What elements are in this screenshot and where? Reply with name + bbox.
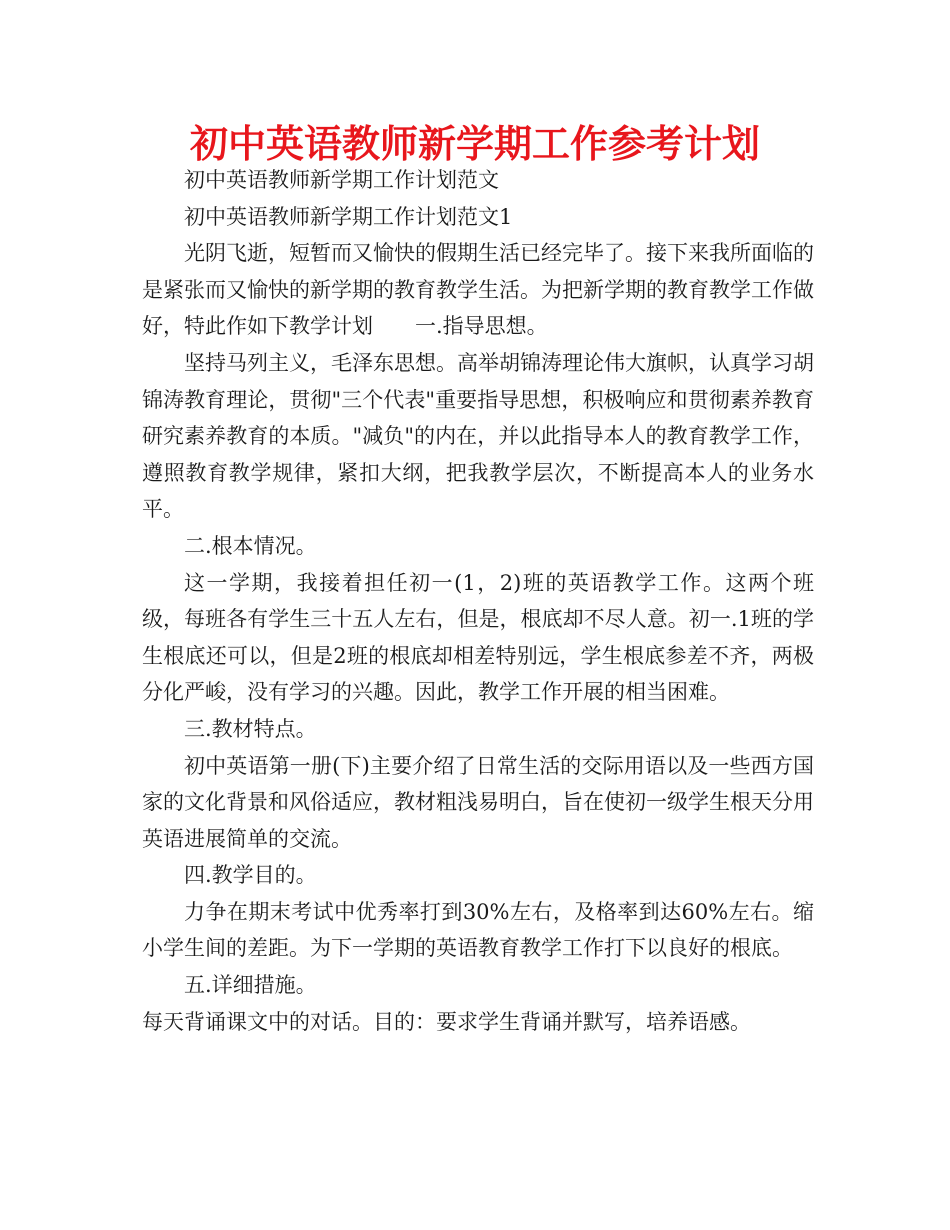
paragraph-goals: 力争在期末考试中优秀率打到30%左右，及格率到达60%左右。缩小学生间的差距。为下一学期的英语教育教学工作打下以良好的根底。 — [142, 899, 814, 961]
section-heading-goals: 四.教学目的。 — [184, 863, 317, 888]
document-body — [142, 162, 814, 1040]
paragraph-intro: 光阴飞逝，短暂而又愉快的假期生活已经完毕了。接下来我所面临的是紧张而又愉快的新学期的教育教学生活。为把新学期的教育教学工作做好，特此作如下教学计划 一.指导思想。 — [142, 241, 814, 339]
paragraph-basic-situation: 这一学期，我接着担任初一(1，2)班的英语教学工作。这两个班级，每班各有学生三十五人左右，但是，根底却不尽人意。初一.1班的学生根底还可以，但是2班的根底却相差特别远，学生根底参差不齐，两极分化严峻，没有学习的兴趣。因此，教学工作开展的相当困难。 — [142, 570, 814, 705]
paragraph-subtitle-1: 初中英语教师新学期工作计划范文1 — [184, 204, 513, 229]
section-heading-textbook: 三.教材特点。 — [184, 716, 317, 741]
section-heading-basic-situation: 二.根本情况。 — [184, 533, 317, 558]
paragraph-measures: 每天背诵课文中的对话。目的：要求学生背诵并默写，培养语感。 — [142, 1009, 751, 1034]
section-heading-measures: 五.详细措施。 — [184, 973, 317, 998]
document-title: 初中英语教师新学期工作参考计划 — [189, 122, 760, 166]
paragraph-subtitle: 初中英语教师新学期工作计划范文 — [184, 168, 499, 192]
paragraph-guiding-thought: 坚持马列主义，毛泽东思想。高举胡锦涛理论伟大旗帜，认真学习胡锦涛教育理论，贯彻"三个代表"重要指导思想，积极响应和贯彻素养教育研究素养教育的本质。"减负"的内在，并以此指导本人的教育教学工作，遵照教育教学规律，紧扣大纲，把我教学层次，不断提高本人的业务水平。 — [142, 350, 814, 522]
paragraph-textbook: 初中英语第一册(下)主要介绍了日常生活的交际用语以及一些西方国家的文化背景和风俗适应，教材粗浅易明白，旨在使初一级学生根天分用英语进展简单的交流。 — [142, 753, 814, 851]
